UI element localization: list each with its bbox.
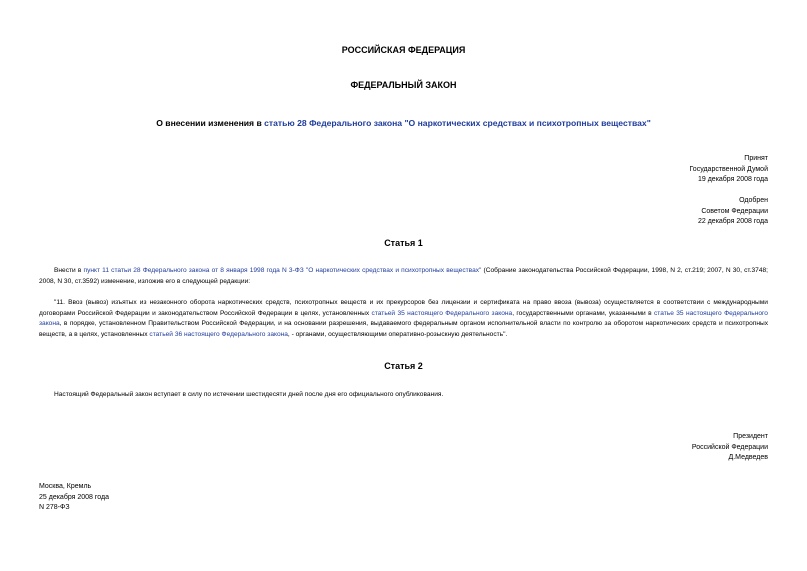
- approved-line3: 22 декабря 2008 года: [697, 218, 768, 225]
- article1-p2-link2[interactable]: статье 35 настоящего Федерального закона: [39, 309, 768, 327]
- article1-p2-text1: "11. Ввоз (вывоз) изъятых из незаконного оборота наркотических средств, психотропных веществ и их прекурсоров без лицензии и сертификата на право ввоза (вывоза) осуществляется в соответствии с международными договорами Российской Федерации и законодательством Российской Федерации в целях, установленных: [39, 299, 768, 317]
- article1-paragraph2: [39, 298, 768, 340]
- signature-block: [692, 432, 768, 464]
- article1-p2-link1[interactable]: статьей 35 настоящего Федерального закона: [371, 309, 513, 317]
- article1-p1-text1: Внести в: [54, 267, 84, 274]
- adopted-line3: 19 декабря 2008 года: [697, 176, 768, 183]
- article1-p2-text2: , государственными органами, указанными в: [512, 309, 654, 317]
- article2-heading: Статья 2: [384, 361, 423, 371]
- law-title-link[interactable]: статью 28 Федерального закона "О наркотических средствах и психотропных веществах": [264, 118, 651, 128]
- law-title: [0, 118, 807, 128]
- approved-line2: Советом Федерации: [701, 207, 768, 215]
- signature-line2: Российской Федерации: [691, 443, 768, 451]
- footer-number: N 278-ФЗ: [39, 504, 70, 511]
- footer-date: 25 декабря 2008 года: [39, 493, 110, 501]
- adopted-block: [689, 154, 768, 186]
- doc-type-heading: ФЕДЕРАЛЬНЫЙ ЗАКОН: [350, 80, 457, 90]
- law-title-prefix: О внесении изменения в: [156, 118, 265, 128]
- article1-heading: Статья 1: [384, 238, 423, 248]
- article1-paragraph1: [39, 266, 768, 287]
- article1-p2-text4: , - органами, осуществляющими оперативно-розыскную деятельность".: [287, 330, 508, 338]
- article1-p1-link1[interactable]: пункт 11 статьи 28 Федерального закона от 8 января 1998 года N 3-ФЗ "О наркотических средствах и психотропных веществах": [83, 267, 482, 274]
- article1-p2-text3: , в порядке, установленном Правительством Российской Федерации, и на основании разрешения, выдаваемого федеральным органом исполнительной власти по контролю за оборотом наркотических средств и психотропных веществ, а в целях, установленных: [39, 320, 768, 338]
- approved-line1: Одобрен: [739, 197, 768, 204]
- signature-line1: Президент: [733, 433, 768, 440]
- adopted-line2: Государственной Думой: [689, 165, 768, 173]
- approved-block: [698, 196, 768, 228]
- footer-block: [39, 482, 109, 514]
- adopted-line1: Принят: [744, 155, 768, 162]
- country-heading: РОССИЙСКАЯ ФЕДЕРАЦИЯ: [341, 45, 466, 55]
- footer-place: Москва, Кремль: [39, 483, 92, 490]
- article1-p2-link3[interactable]: статьей 36 настоящего Федерального закона: [149, 330, 288, 338]
- article2-paragraph1: Настоящий Федеральный закон вступает в силу по истечении шестидесяти дней после дня его официального опубликования.: [54, 391, 444, 398]
- signature-line3: Д.Медведев: [728, 454, 768, 461]
- article1-p1-text2: (Собрание законодательства Российской Федерации, 1998, N 2, ст.219; 2007, N 30, ст.3748; 2008, N 30, ст.3592) изменение, изложив его в следующей редакции:: [39, 267, 768, 285]
